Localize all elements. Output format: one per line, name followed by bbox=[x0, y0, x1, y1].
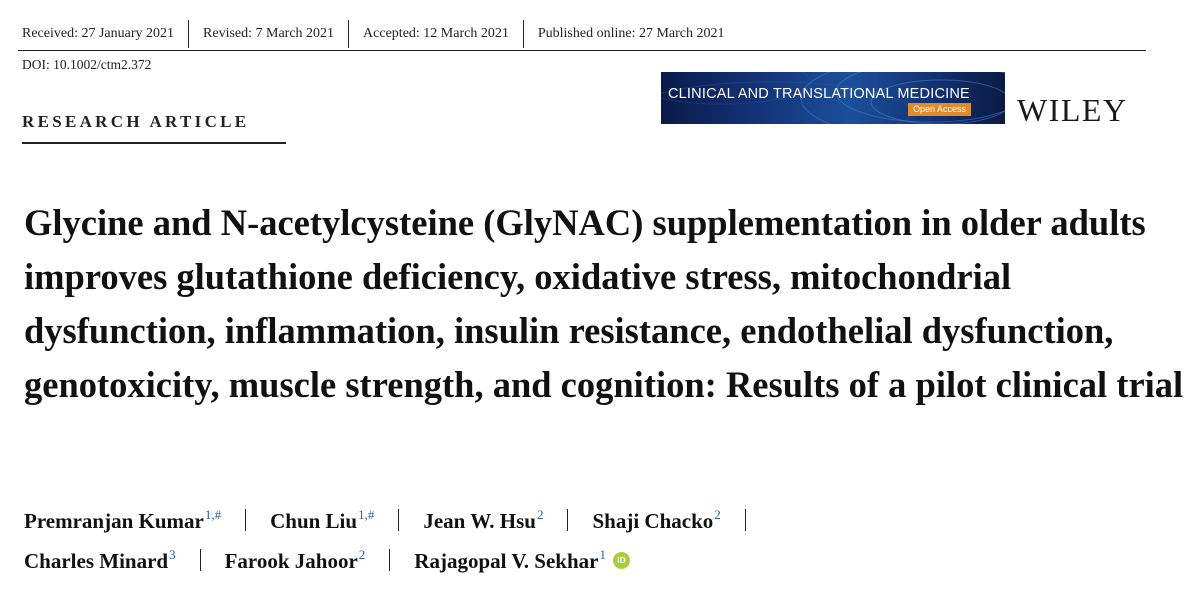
open-access-badge: Open Access bbox=[908, 103, 971, 116]
author-separator bbox=[245, 509, 246, 531]
author-line-2 bbox=[24, 540, 1184, 580]
author-separator bbox=[398, 509, 399, 531]
author[interactable] bbox=[414, 547, 606, 574]
article-type: RESEARCH ARTICLE bbox=[22, 112, 286, 144]
author-name: Chun Liu bbox=[270, 508, 358, 533]
author-separator bbox=[389, 549, 390, 571]
journal-name: CLINICAL AND TRANSLATIONAL MEDICINE bbox=[668, 86, 970, 102]
author-name: Jean W. Hsu bbox=[423, 508, 536, 533]
author-affiliation[interactable]: 2 bbox=[714, 506, 721, 522]
author-affiliation[interactable]: 3 bbox=[169, 546, 176, 562]
author-affiliation[interactable]: 1,# bbox=[204, 506, 222, 522]
received-date: Received: 27 January 2021 bbox=[22, 26, 175, 41]
journal-banner[interactable] bbox=[661, 72, 1005, 124]
author-affiliation[interactable]: 2 bbox=[536, 506, 544, 522]
author-separator bbox=[745, 509, 746, 531]
accepted-date: Accepted: 12 March 2021 bbox=[348, 20, 523, 48]
author-affiliation[interactable]: 2 bbox=[358, 546, 366, 562]
author[interactable] bbox=[270, 507, 374, 534]
author-separator bbox=[200, 549, 201, 571]
author-name: Premranjan Kumar bbox=[24, 508, 204, 533]
published-date: Published online: 27 March 2021 bbox=[523, 20, 739, 48]
author-name: Charles Minard bbox=[24, 548, 169, 573]
author-affiliation[interactable]: 1 bbox=[599, 546, 606, 562]
author-line-1 bbox=[24, 500, 1184, 540]
author[interactable] bbox=[24, 547, 176, 574]
article-title: Glycine and N-acetylcysteine (GlyNAC) supplementation in older adults improves glutathione deficiency, oxidative stress, mitochondrial dysfunction, inflammation, insulin resistance, endothelial dysfunction, genotoxicity, muscle strength, and cognition: Results of a pilot clinical trial bbox=[24, 202, 1184, 405]
author-list bbox=[24, 500, 1184, 580]
author[interactable] bbox=[24, 507, 221, 534]
author-name: Rajagopal V. Sekhar bbox=[414, 548, 599, 573]
author-name: Farook Jahoor bbox=[224, 548, 358, 573]
publication-dates bbox=[18, 18, 1146, 51]
author-name: Shaji Chacko bbox=[592, 508, 714, 533]
doi[interactable]: DOI: 10.1002/ctm2.372 bbox=[22, 57, 152, 72]
author-affiliation[interactable]: 1,# bbox=[358, 506, 375, 522]
author[interactable] bbox=[592, 507, 720, 534]
author[interactable] bbox=[225, 547, 366, 574]
orcid-icon[interactable]: iD bbox=[613, 552, 630, 569]
author-separator bbox=[567, 509, 568, 531]
publisher-logo: WILEY bbox=[1017, 92, 1128, 128]
revised-date: Revised: 7 March 2021 bbox=[188, 20, 348, 48]
author[interactable] bbox=[423, 507, 543, 534]
